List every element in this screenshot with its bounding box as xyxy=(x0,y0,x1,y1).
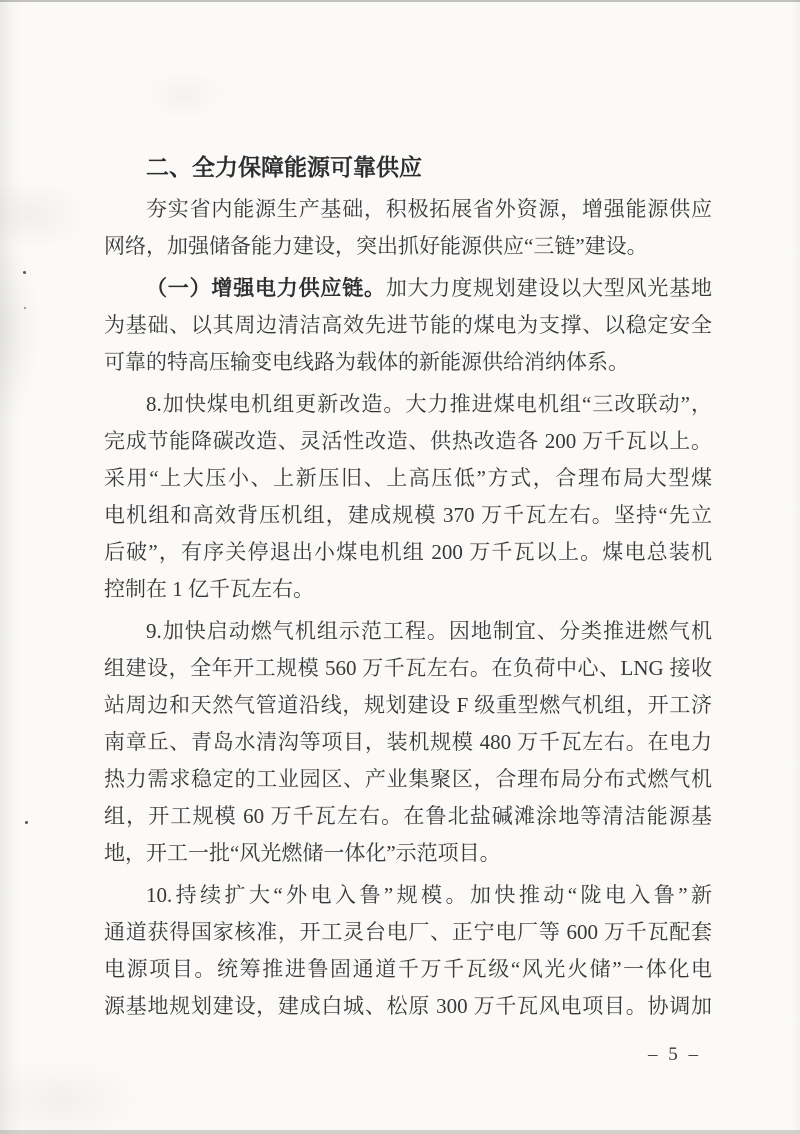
document-body xyxy=(104,149,712,1025)
paragraph-intro xyxy=(104,191,712,265)
scan-speck xyxy=(24,307,26,309)
text-line: 为基础、以其周边清洁高效先进节能的煤电为支撑、以稳定安全 xyxy=(104,313,712,337)
text-line: 可靠的特高压输变电线路为载体的新能源供给消纳体系。 xyxy=(104,350,629,374)
text-line: 采用“上大压小、上新压旧、上高压低”方式，合理布局大型煤 xyxy=(104,466,712,490)
text-line: 电机组和高效背压机组，建成规模 370 万千瓦左右。坚持“先立 xyxy=(104,503,712,527)
scan-speck xyxy=(23,271,26,274)
scan-speck xyxy=(25,821,28,824)
text-line: 通道获得国家核准，开工灵台电厂、正宁电厂等 600 万千瓦配套 xyxy=(104,920,712,944)
text-line: 后破”，有序关停退出小煤电机组 200 万千瓦以上。煤电总装机 xyxy=(104,540,712,564)
paragraph-item-10 xyxy=(104,877,712,1025)
text-line: 站周边和天然气管道沿线，规划建设 F 级重型燃气机组，开工济 xyxy=(104,693,712,717)
text-line: 夯实省内能源生产基础，积极拓展省外资源，增强能源供应 xyxy=(146,197,712,221)
text-line: 组，开工规模 60 万千瓦左右。在鲁北盐碱滩涂地等清洁能源基 xyxy=(104,804,712,828)
text-run: 加大力度规划建设以大型风光基地 xyxy=(385,276,713,300)
text-line: 热力需求稳定的工业园区、产业集聚区，合理布局分布式燃气机 xyxy=(104,767,712,791)
text-line: 8.加快煤电机组更新改造。大力推进煤电机组“三改联动”， xyxy=(146,392,712,416)
section-heading: 二、全力保障能源可靠供应 xyxy=(146,154,422,180)
paragraph-item-9 xyxy=(104,613,712,872)
text-line: 网络，加强储备能力建设，突出抓好能源供应“三链”建设。 xyxy=(104,234,648,258)
text-line: 完成节能降碳改造、灵活性改造、供热改造各 200 万千瓦以上。 xyxy=(104,429,712,453)
text-line xyxy=(104,270,712,307)
scan-edge-bottom xyxy=(0,1130,800,1134)
text-line: 控制在 1 亿千瓦左右。 xyxy=(104,577,314,601)
paragraph-item-8 xyxy=(104,386,712,608)
paragraph-subsection-1 xyxy=(104,270,712,381)
text-line: 源基地规划建设，建成白城、松原 300 万千瓦风电项目。协调加 xyxy=(104,994,712,1018)
page-number: – 5 – xyxy=(648,1044,701,1065)
text-line: 10.持续扩大“外电入鲁”规模。加快推动“陇电入鲁”新 xyxy=(146,883,712,907)
text-line: 电源项目。统筹推进鲁固通道千万千瓦级“风光火储”一体化电 xyxy=(104,957,712,981)
subsection-title: （一）增强电力供应链。 xyxy=(146,277,386,300)
scan-edge-top xyxy=(0,0,800,2)
text-line: 组建设，全年开工规模 560 万千瓦左右。在负荷中心、LNG 接收 xyxy=(104,656,712,680)
text-line: 9.加快启动燃气机组示范工程。因地制宜、分类推进燃气机 xyxy=(146,619,712,643)
text-line: 南章丘、青岛水清沟等项目，装机规模 480 万千瓦左右。在电力 xyxy=(104,730,712,754)
text-line: 地，开工一批“风光燃储一体化”示范项目。 xyxy=(104,841,501,865)
